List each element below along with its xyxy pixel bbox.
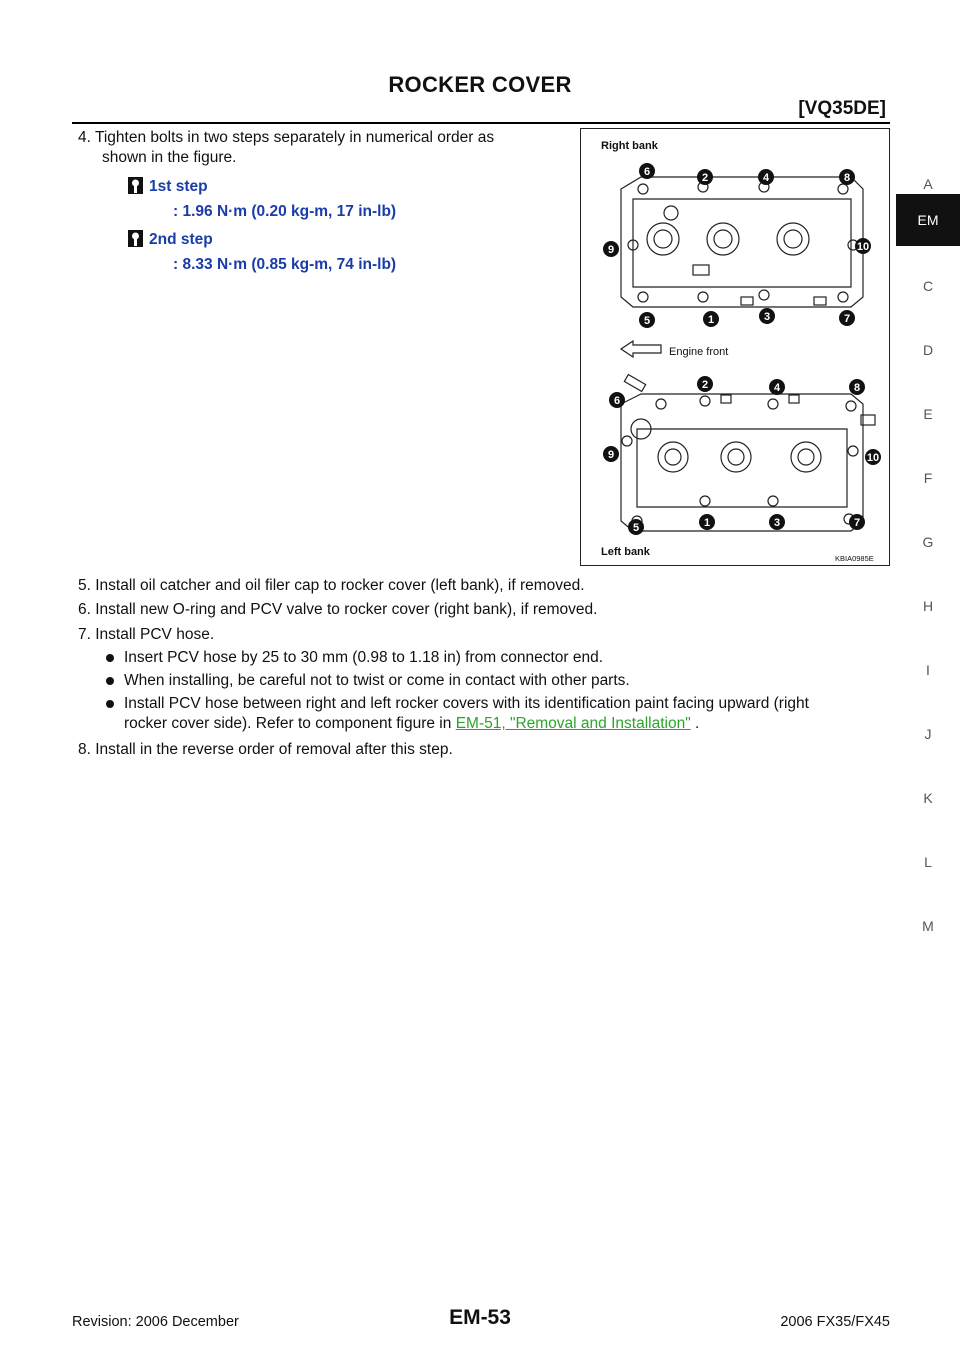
bullet-icon [106,700,114,708]
bolt-marker [609,392,625,408]
svg-text:8: 8 [853,382,861,394]
step-8: 8. Install in the reverse order of removal after this step. [78,741,453,758]
bolt-marker [703,311,719,327]
svg-text:2: 2 [701,172,709,184]
bolt-marker [697,376,713,392]
bolt-marker [758,169,774,185]
bullet-item: Install PCV hose between right and left rocker covers with its identification paint facing upward (right rocker cover side). Refer to component figure in EM-51, "Removal and Installation" . [106,694,890,734]
bolt-marker [639,163,655,179]
bolt-marker [855,238,871,254]
torque-spec-2nd [128,230,213,249]
svg-text:5: 5 [632,522,640,534]
bolt-marker [628,519,644,535]
left-bank-label: Left bank [601,546,650,558]
svg-text:1: 1 [707,314,715,326]
section-tabs [888,0,960,1358]
rocker-cover-bolt-figure [580,128,890,566]
bolt-order-diagram [581,129,888,564]
engine-front-label: Engine front [669,346,729,358]
bolt-marker [697,169,713,185]
torque-wrench-icon [128,230,143,247]
svg-text:7: 7 [843,313,851,325]
svg-text:4: 4 [773,382,781,394]
torque-wrench-icon [128,177,143,194]
bolt-marker [849,514,865,530]
bullet-icon [106,654,114,662]
bullet-item: When installing, be careful not to twist or come in contact with other parts. [106,671,630,691]
step-4-line1: 4. Tighten bolts in two steps separately in numerical order as [78,129,495,146]
step-5: 5. Install oil catcher and oil filer cap to rocker cover (left bank), if removed. [78,577,585,594]
bolt-marker [769,514,785,530]
tab-em[interactable]: EM [896,194,960,246]
tab-f[interactable]: F [923,470,933,486]
bolt-marker [839,310,855,326]
svg-text:4: 4 [762,172,770,184]
tab-m[interactable]: M [922,918,934,934]
tab-h[interactable]: H [922,598,934,614]
svg-text:5: 5 [643,315,651,327]
header-rule [72,122,890,124]
svg-text:2: 2 [701,379,709,391]
svg-text:6: 6 [613,395,621,407]
bolt-marker [759,308,775,324]
spec-2-label: 2nd step [149,231,213,248]
torque-spec-1st [128,177,208,196]
svg-text:3: 3 [763,311,771,323]
bolt-marker [699,514,715,530]
tab-d[interactable]: D [922,342,934,358]
tab-k[interactable]: K [923,790,933,806]
step-6: 6. Install new O-ring and PCV valve to rocker cover (right bank), if removed. [78,601,598,618]
step-7: 7. Install PCV hose. [78,626,215,643]
cross-reference-link[interactable]: EM-51, "Removal and Installation" [455,715,691,732]
right-bank-label: Right bank [601,140,658,152]
bullet-item: Insert PCV hose by 25 to 30 mm (0.98 to 1.18 in) from connector end. [106,648,603,668]
figure-code: KBIA0985E [835,554,874,563]
svg-text:10: 10 [856,241,870,253]
tab-a[interactable]: A [923,176,933,192]
bullet-icon [106,677,114,685]
bolt-marker [839,169,855,185]
bolt-marker [849,379,865,395]
svg-text:1: 1 [703,517,711,529]
tab-j[interactable]: J [924,726,932,742]
svg-text:3: 3 [773,517,781,529]
bolt-marker [639,312,655,328]
step-4-line2: shown in the figure. [102,149,237,166]
model-info: 2006 FX35/FX45 [780,1314,890,1330]
page-number: EM-53 [449,1306,511,1329]
tab-e[interactable]: E [923,406,933,422]
tab-l[interactable]: L [924,854,932,870]
svg-text:10: 10 [866,452,880,464]
tab-g[interactable]: G [922,534,934,550]
spec-1-value: : 1.96 N·m (0.20 kg-m, 17 in-lb) [173,203,397,220]
tab-c[interactable]: C [922,278,934,294]
svg-text:9: 9 [607,244,615,256]
bolt-marker [603,241,619,257]
svg-text:7: 7 [853,517,861,529]
svg-text:8: 8 [843,172,851,184]
bolt-marker [769,379,785,395]
svg-text:6: 6 [643,166,651,178]
spec-2-value: : 8.33 N·m (0.85 kg-m, 74 in-lb) [173,256,397,273]
bolt-marker [865,449,881,465]
engine-code: [VQ35DE] [798,98,886,119]
revision-date: Revision: 2006 December [72,1314,239,1330]
spec-1-label: 1st step [149,178,208,195]
bolt-marker [603,446,619,462]
tab-i[interactable]: I [926,662,930,678]
svg-text:9: 9 [607,449,615,461]
page-title: ROCKER COVER [388,72,572,97]
